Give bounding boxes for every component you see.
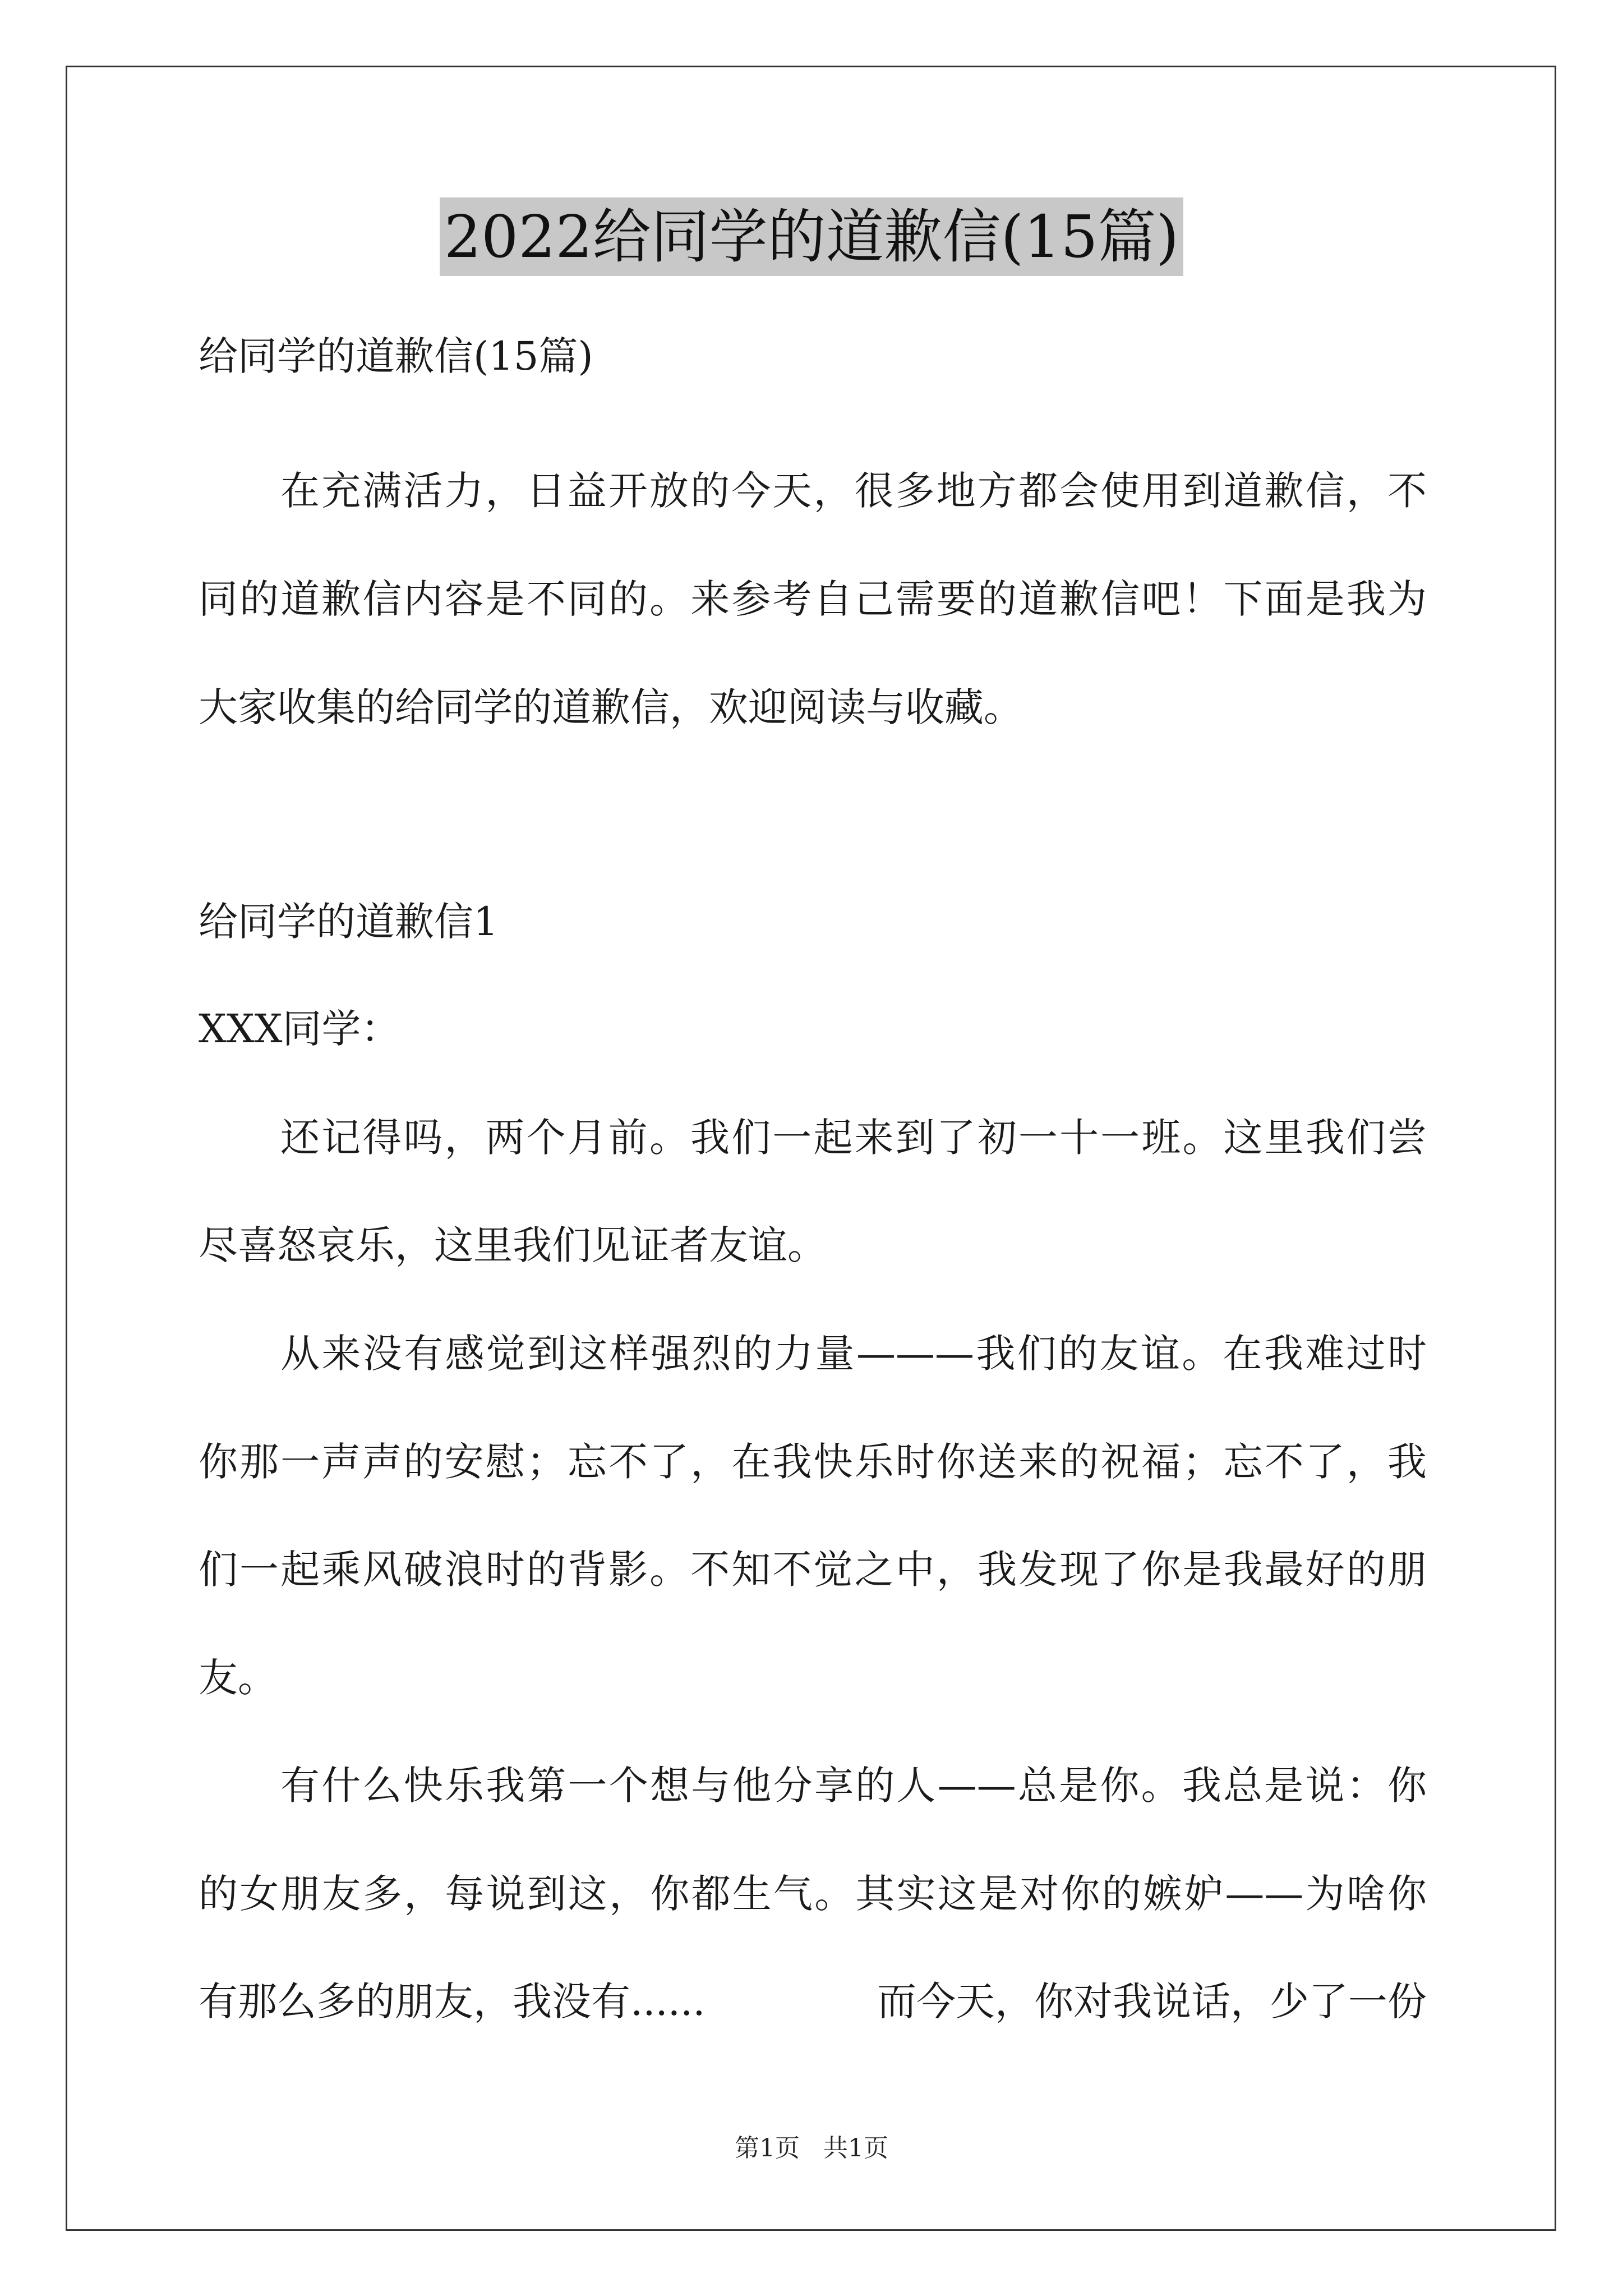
para1-line-1: 还记得吗，两个月前。我们一起来到了初一十一班。这里我们尝 — [280, 1115, 1427, 1161]
para3-line-1: 有什么快乐我第一个想与他分享的人——总是你。我总是说：你 — [280, 1763, 1427, 1809]
page-total: 共1页 — [823, 2134, 888, 2162]
para2-line-1: 从来没有感觉到这样强烈的力量———我们的友谊。在我难过时 — [280, 1331, 1427, 1377]
para2-line-3: 们一起乘风破浪时的背影。不知不觉之中，我发现了你是我最好的朋 — [199, 1547, 1427, 1593]
para3-line-3-right: 而今天，你对我说话，少了一份 — [877, 1978, 1427, 2024]
para2-line-4: 友。 — [199, 1655, 277, 1701]
intro-line-2: 同的道歉信内容是不同的。来参考自己需要的道歉信吧！下面是我为 — [199, 576, 1427, 622]
para1-line-2: 尽喜怒哀乐，这里我们见证者友谊。 — [199, 1222, 827, 1268]
para3-line-3 — [199, 1976, 1427, 2027]
section-heading: 给同学的道歉信1 — [199, 899, 499, 945]
document-title: 2022给同学的道歉信(15篇) — [440, 197, 1183, 276]
title-container — [0, 197, 1623, 276]
para2-line-2: 你那一声声的安慰；忘不了，在我快乐时你送来的祝福；忘不了，我 — [199, 1439, 1427, 1485]
salutation: XXX同学： — [199, 1006, 400, 1052]
page-footer — [0, 2132, 1623, 2165]
intro-line-1: 在充满活力，日益开放的今天，很多地方都会使用到道歉信，不 — [280, 468, 1427, 514]
para3-line-2: 的女朋友多，每说到这，你都生气。其实这是对你的嫉妒——为啥你 — [199, 1871, 1427, 1917]
intro-line-3: 大家收集的给同学的道歉信，欢迎阅读与收藏。 — [199, 684, 1023, 730]
page-number: 第1页 — [735, 2134, 800, 2162]
para3-line-3-left: 有那么多的朋友，我没有...... — [199, 1978, 706, 2024]
document-subtitle: 给同学的道歉信(15篇) — [199, 333, 593, 379]
